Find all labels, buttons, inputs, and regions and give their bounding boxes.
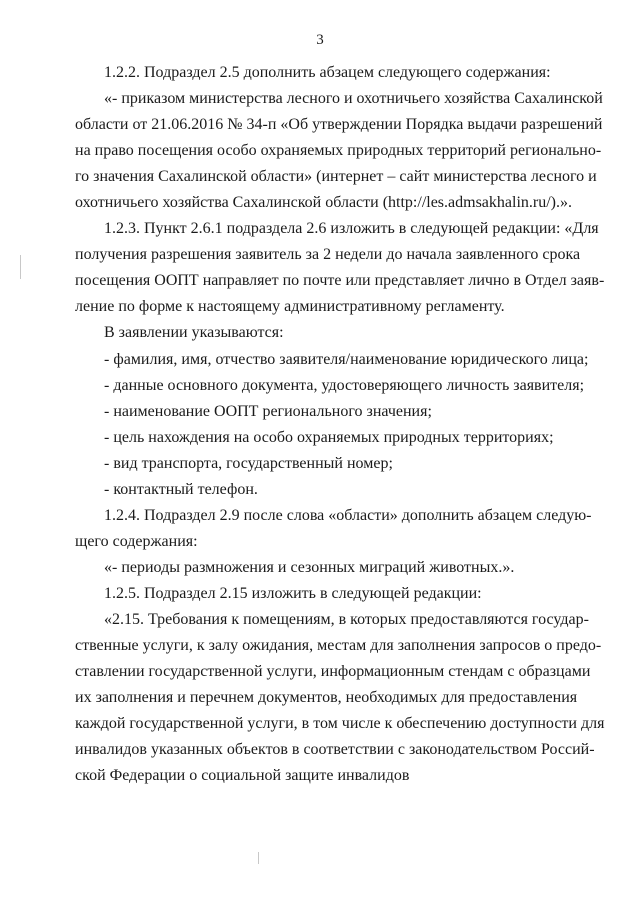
scan-artifact [258, 852, 259, 864]
text-line: «2.15. Требования к помещениям, в которых предоставляются государ- [104, 611, 589, 628]
list-item: - фамилия, имя, отчество заявителя/наименование юридического лица; [104, 351, 589, 368]
list-item: - контактный телефон. [104, 481, 258, 498]
text-line: В заявлении указываются: [104, 324, 284, 341]
text-line: 1.2.3. Пункт 2.6.1 подраздела 2.6 изложить в следующей редакции: «Для [104, 220, 599, 237]
text-line: 1.2.2. Подраздел 2.5 дополнить абзацем следующего содержания: [104, 64, 551, 81]
text-line: инвалидов указанных объектов в соответствии с законодательством Россий- [75, 741, 595, 758]
page-number: 3 [316, 32, 324, 48]
list-item: - наименование ООПТ регионального значения; [104, 403, 432, 420]
text-line: ской Федерации о социальной защите инвалидов [75, 767, 410, 784]
list-item: - цель нахождения на особо охраняемых природных территориях; [104, 429, 554, 446]
text-line: их заполнения и перечнем документов, необходимых для предоставления [75, 689, 578, 706]
text-line: получения разрешения заявитель за 2 недели до начала заявленного срока [75, 246, 581, 263]
text-line: каждой государственной услуги, в том числе к обеспечению доступности для [75, 715, 605, 732]
text-line: 1.2.4. Подраздел 2.9 после слова «области» дополнить абзацем следую- [104, 507, 592, 524]
text-line: ление по форме к настоящему административному регламенту. [75, 298, 505, 315]
text-line: области от 21.06.2016 № 34-п «Об утверждении Порядка выдачи разрешений [75, 116, 603, 133]
scan-artifact [20, 255, 21, 279]
text-line: охотничьего хозяйства Сахалинской области (http://les.admsakhalin.ru/).». [75, 194, 572, 211]
text-line: го значения Сахалинской области» (интернет – сайт министерства лесного и [75, 168, 597, 185]
text-line: ставлении государственной услуги, информационным стендам с образцами [75, 663, 591, 680]
text-line: «- приказом министерства лесного и охотничьего хозяйства Сахалинской [104, 90, 603, 107]
text-line: на право посещения особо охраняемых природных территорий регионально- [75, 142, 602, 159]
list-item: - данные основного документа, удостоверяющего личность заявителя; [104, 377, 585, 394]
text-line: «- периоды размножения и сезонных миграций животных.». [104, 559, 515, 576]
text-line: посещения ООПТ направляет по почте или представляет лично в Отдел заяв- [75, 272, 605, 289]
text-line: ственные услуги, к залу ожидания, местам для заполнения запросов о предо- [75, 637, 602, 654]
list-item: - вид транспорта, государственный номер; [104, 455, 393, 472]
text-line: щего содержания: [75, 533, 198, 550]
text-line: 1.2.5. Подраздел 2.15 изложить в следующей редакции: [104, 585, 482, 602]
